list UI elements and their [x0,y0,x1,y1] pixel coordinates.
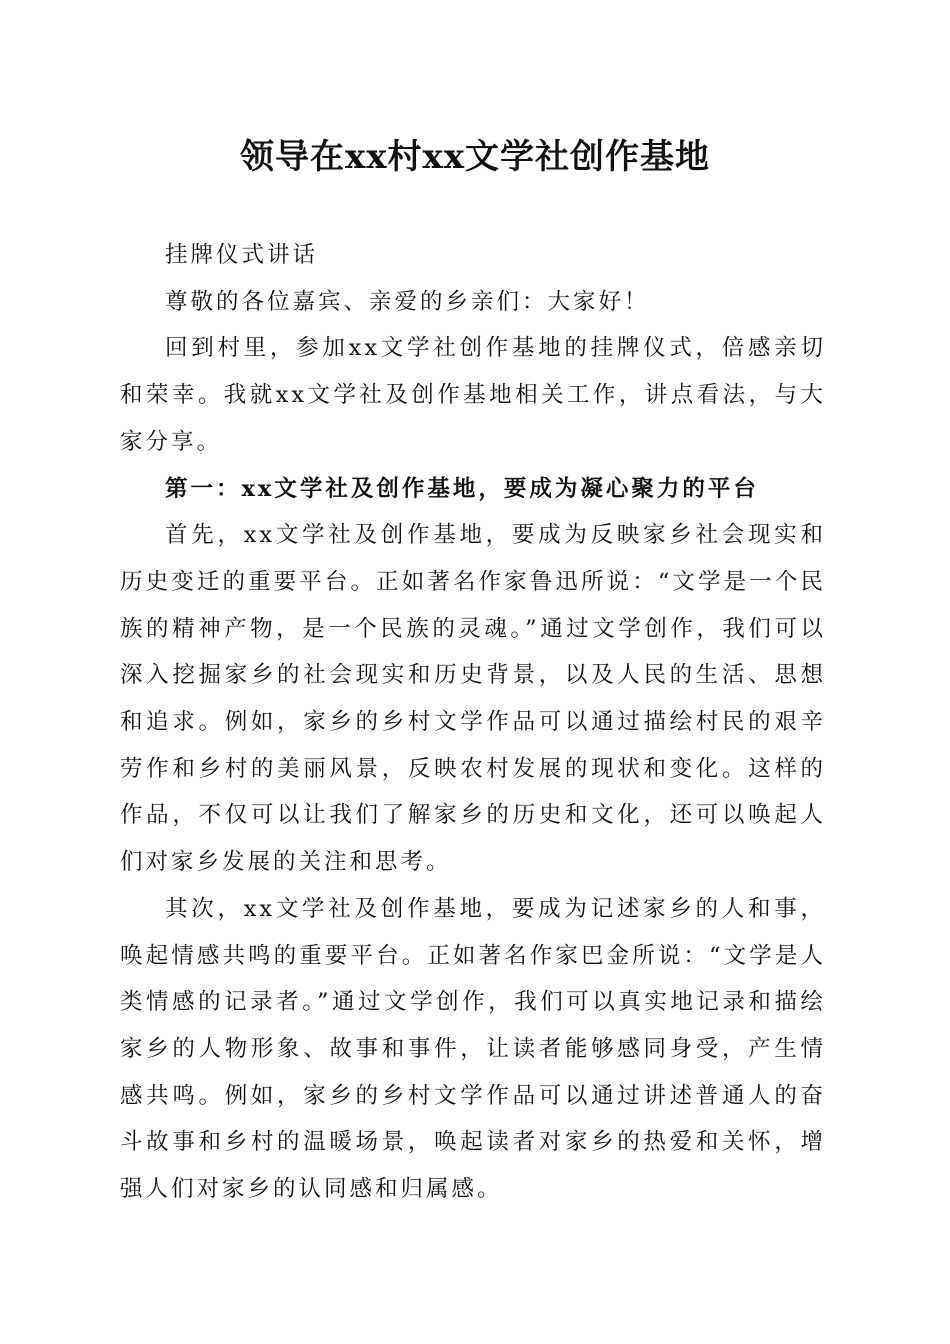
document-body [120,232,826,1213]
first-point-paragraph: 首先，xx文学社及创作基地，要成为反映家乡社会现实和历史变迁的重要平台。正如著名作家鲁迅所说：“文学是一个民族的精神产物，是一个民族的灵魂。”通过文学创作，我们可以深入挖掘家乡的社会现实和历史背景，以及人民的生活、思想和追求。例如，家乡的乡村文学作品可以通过描绘村民的艰辛劳作和乡村的美丽风景，反映农村发展的现状和变化。这样的作品，不仅可以让我们了解家乡的历史和文化，还可以唤起人们对家乡发展的关注和思考。 [120,522,826,876]
section-heading: 第一：xx文学社及创作基地，要成为凝心聚力的平台 [165,475,759,502]
greeting-paragraph: 尊敬的各位嘉宾、亲爱的乡亲们：大家好！ [165,288,650,315]
intro-paragraph: 回到村里，参加xx文学社创作基地的挂牌仪式，倍感亲切和荣幸。我就xx文学社及创作基地相关工作，讲点看法，与大家分享。 [120,335,826,455]
document-title: 领导在xx村xx文学社创作基地 [239,137,711,177]
speech-subtitle: 挂牌仪式讲话 [165,242,319,268]
second-point-paragraph: 其次，xx文学社及创作基地，要成为记述家乡的人和事，唤起情感共鸣的重要平台。正如著名作家巴金所说：“文学是人类情感的记录者。”通过文学创作，我们可以真实地记录和描绘家乡的人物形象、故事和事件，让读者能够感同身受，产生情感共鸣。例如，家乡的乡村文学作品可以通过讲述普通人的奋斗故事和乡村的温暖场景，唤起读者对家乡的热爱和关怀，增强人们对家乡的认同感和归属感。 [120,895,826,1203]
